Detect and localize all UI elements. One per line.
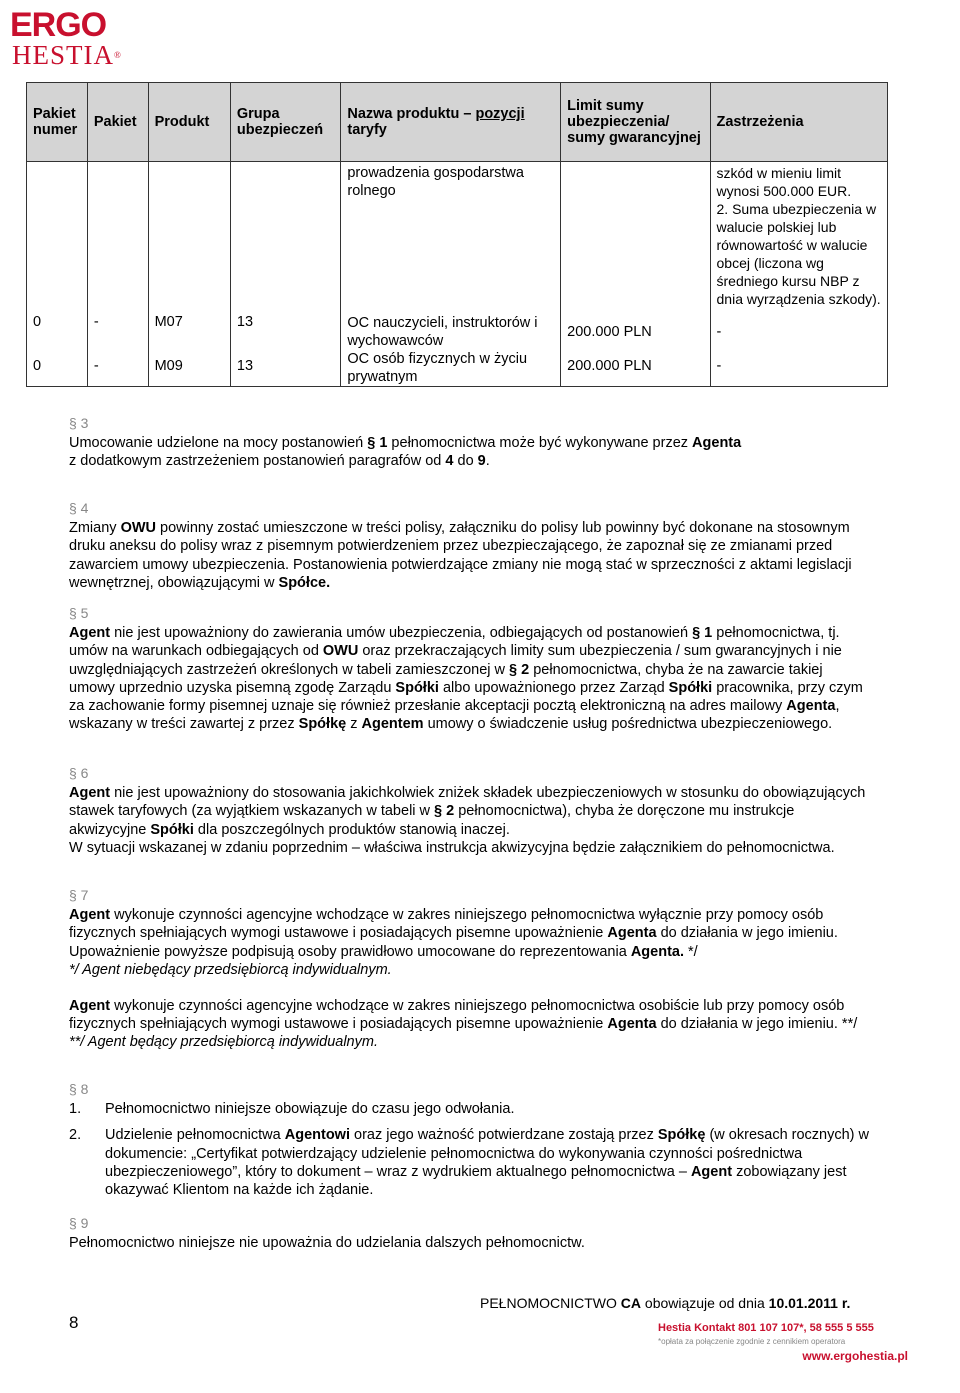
section-6-text: Agent nie jest upoważniony do stosowania jakichkolwiek zniżek składek ubezpieczeniowych w stosunku do obowiązujących stawek taryfowych (za wyjątkiem wskazanych w tabeli w § 2 pełnomocnictwa), chyba że doręczone mu instrukcje akwizycyjne Spółki dla poszczególnych produktów stanowią inaczej. — [69, 785, 866, 838]
cell-limit: 200.000 PLN — [561, 350, 710, 387]
section-8-heading: § 8 — [69, 1081, 89, 1097]
footer-url: www.ergohestia.pl — [802, 1349, 908, 1363]
col-header-produkt: Produkt — [148, 83, 230, 162]
logo-hestia-text: HESTIA® — [12, 40, 122, 70]
cell-limit: 200.000 PLN — [561, 314, 710, 350]
section-3-text: Umocowanie udzielone na mocy postanowień § 1 pełnomocnictwa może być wykonywane przez Agenta z dodatkowym zastrzeżeniem postanowień paragrafów od 4 do 9. — [69, 435, 742, 470]
table-row — [27, 162, 888, 315]
section-9-heading: § 9 — [69, 1215, 89, 1231]
cell-name: prowadzenia gospodarstwa rolnego — [341, 162, 561, 315]
section-6 — [69, 764, 869, 857]
cell-num: 0 — [27, 350, 88, 387]
section-5-heading: § 5 — [69, 605, 89, 621]
section-4 — [69, 499, 869, 592]
hestia-kontakt-phone: Hestia Kontakt 801 107 107*, 58 555 5 555 — [658, 1322, 874, 1334]
cell-product: M07 — [148, 314, 230, 350]
section-4-text: Zmiany OWU powinny zostać umieszczone w treści polisy, załączniku do polisy lub powinny być dokonane na stosownym druku aneksu do polisy wraz z pisemnym potwierdzeniem przez ubezpieczającego, że zapoznał się ze zmianami przed zawarciem umowy ubezpieczenia. Postanowienia potwierdzające zmiany nie mogą stać w sprzeczności z aktami legislacji wewnętrznej, obowiązującymi w Spółce. — [69, 520, 852, 591]
cell-dash: - — [87, 350, 148, 387]
col-header-grupa: Grupa ubezpieczeń — [230, 83, 340, 162]
section-5 — [69, 604, 869, 733]
section-9-text: Pełnomocnictwo niniejsze nie upoważnia do udzielania dalszych pełnomocnictw. — [69, 1235, 585, 1252]
cell-group: 13 — [230, 350, 340, 387]
cell-product: M09 — [148, 350, 230, 387]
list-item: 1. Pełnomocnictwo niniejsze obowiązuje do czasu jego odwołania. — [69, 1101, 515, 1118]
hestia-kontakt-block — [658, 1321, 908, 1363]
col-header-zastrzezenia: Zastrzeżenia — [710, 83, 887, 162]
table-row — [27, 350, 888, 387]
col-header-nazwa: Nazwa produktu – pozycji taryfy — [341, 83, 561, 162]
list-item: 2. Udzielenie pełnomocnictwa Agentowi oraz jego ważność potwierdzane zostają przez Spółkę (w okresach rocznych) w dokumencie: „Certyfikat potwierdzający udzielenie pełnomocnictwa do wykonywania czynności pośrednictwa ubezpieczeniowego”, który to dokument – wraz z wydrukiem aktualnego pełnomocnictwa – Agent zobowiązany jest okazywać Klientom na każde ich żądanie. — [69, 1127, 870, 1199]
page-number: 8 — [69, 1313, 79, 1332]
cell-name: OC osób fizycznych w życiu prywatnym — [341, 350, 561, 387]
section-7-note-2: **/ Agent będący przedsiębiorcą indywidualnym. — [69, 1034, 378, 1051]
hestia-kontakt-note: *opłata za połączenie zgodnie z cennikiem operatora — [658, 1337, 846, 1346]
section-8 — [69, 1080, 869, 1207]
section-7-heading: § 7 — [69, 887, 89, 903]
section-3-heading: § 3 — [69, 415, 89, 431]
logo-ergo-text: ERGO — [10, 6, 107, 44]
cell-notes: szkód w mieniu limit wynosi 500.000 EUR. 2. Suma ubezpieczenia w walucie polskiej lub równowartość w walucie obcej (liczona wg średniego kursu NBP z dnia wyrządzenia szkody). — [710, 162, 887, 315]
section-7-text-2: Agent wykonuje czynności agencyjne wchodzące w zakres niniejszego pełnomocnictwa osobiście lub przy pomocy osób fizycznych spełniających wymogi ustawowe i posiadających pisemne upoważnienie Agenta do działania w jego imieniu. **/ — [69, 998, 858, 1033]
cell-notes: - — [710, 350, 887, 387]
col-header-pakiet-numer: Pakiet numer — [27, 83, 88, 162]
cell-num: 0 — [27, 314, 88, 350]
cell-name: OC nauczycieli, instruktorów i wychowawców — [341, 314, 561, 350]
cell-notes: - — [710, 314, 887, 350]
section-9 — [69, 1214, 869, 1252]
col-header-pakiet: Pakiet — [87, 83, 148, 162]
ergo-hestia-logo — [10, 4, 130, 70]
footer-validity: PEŁNOMOCNICTWO CA obowiązuje od dnia 10.01.2011 r. — [480, 1295, 851, 1311]
section-5-text: Agent nie jest upoważniony do zawierania umów ubezpieczenia, odbiegających od postanowień § 1 pełnomocnictwa, tj. umów na warunkach odbiegających od OWU oraz przekraczających limity sum ubezpieczenia / sum gwarancyjnych i nie uwzględniających zastrzeżeń określonych w tabeli zamieszczonej w § 2 pełnomocnictwa, chyba że na zawarcie takiej umowy uprzednio uzyska pisemną zgodę Zarządu Spółki albo upoważnionego przez Zarząd Spółki pracownika, przy czym za zachowanie formy pisemnej uznaje się również przesłanie akceptacji pocztą elektroniczną na adres mailowy Agenta, wskazany w treści zawartej z przez Spółkę z Agentem umowy o świadczenie usług pośrednictwa ubezpieczeniowego. — [69, 625, 863, 733]
section-7-note-1: */ Agent niebędący przedsiębiorcą indywidualnym. — [69, 961, 392, 978]
cell-dash: - — [87, 314, 148, 350]
table-header-row — [27, 83, 888, 162]
section-3 — [69, 414, 869, 471]
cell-group: 13 — [230, 314, 340, 350]
section-4-heading: § 4 — [69, 500, 89, 516]
section-6-heading: § 6 — [69, 765, 89, 781]
section-7-text: Agent wykonuje czynności agencyjne wchodzące w zakres niniejszego pełnomocnictwa wyłącznie przy pomocy osób fizycznych spełniających wymogi ustawowe i posiadających pisemne upoważnienie Agenta do działania w jego imieniu. Upoważnienie powyższe podpisują osoby prawidłowo umocowane do reprezentowania Agenta. */ — [69, 907, 838, 960]
section-8-list — [69, 1100, 869, 1199]
section-7 — [69, 886, 869, 1052]
col-header-limit: Limit sumy ubezpieczenia/ sumy gwarancyjnej — [561, 83, 710, 162]
table-row — [27, 314, 888, 350]
limits-table — [26, 82, 888, 387]
section-6-text-2: W sytuacji wskazanej w zdaniu poprzednim – właściwa instrukcja akwizycyjna będzie załącznikiem do pełnomocnictwa. — [69, 839, 835, 856]
